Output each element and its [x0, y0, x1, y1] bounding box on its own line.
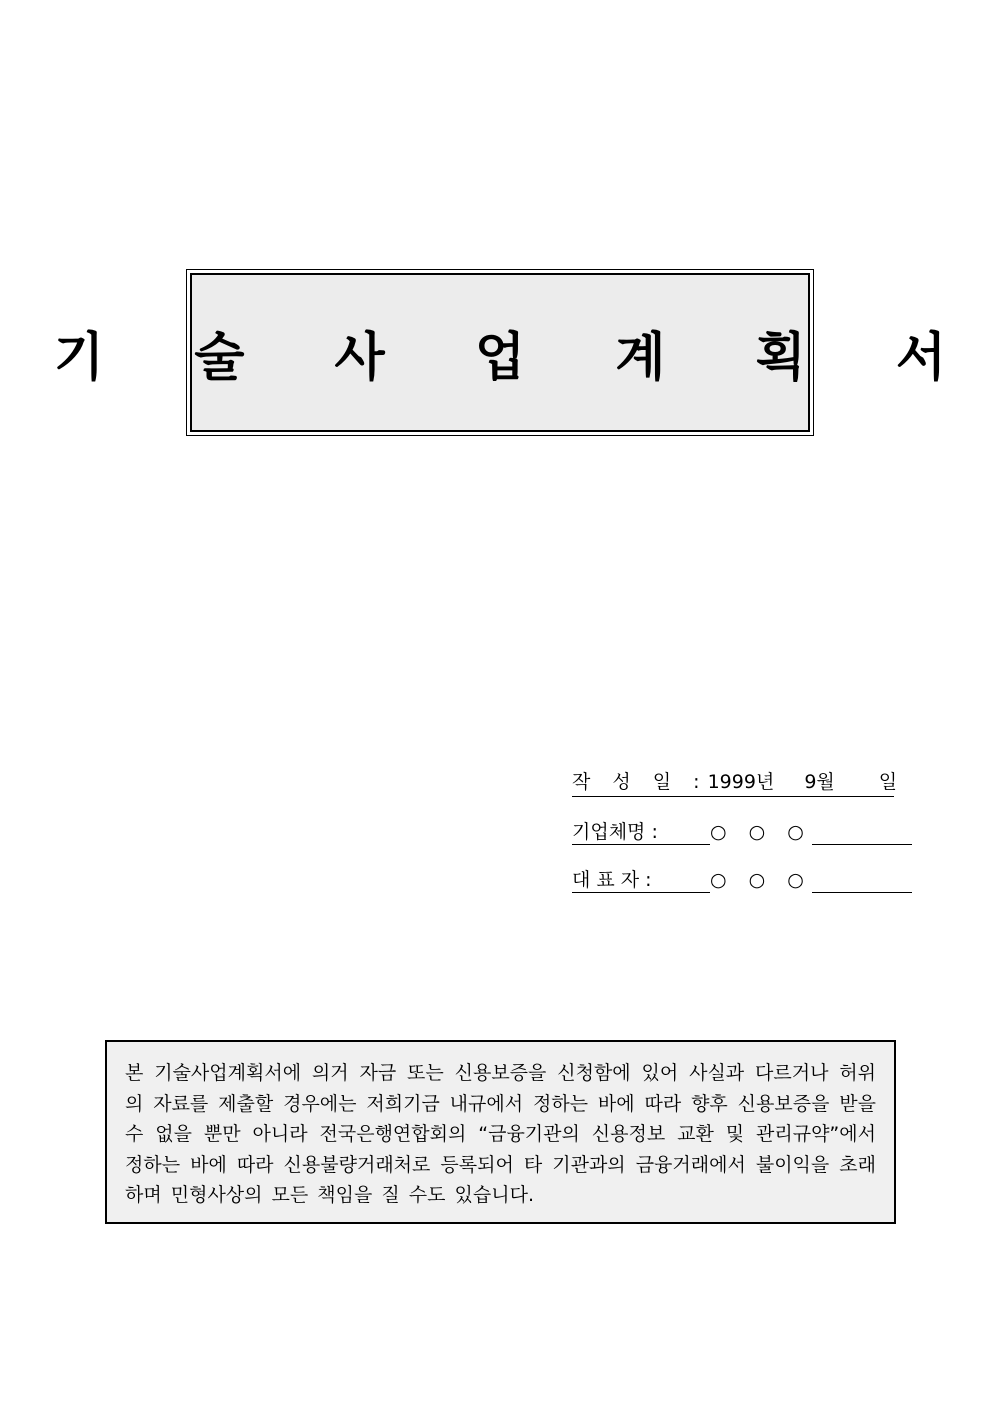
representative-label: 대 표 자 :	[572, 868, 710, 893]
representative-row	[572, 868, 912, 894]
date-label: 작 성 일 :	[572, 771, 708, 793]
notice-box	[105, 1040, 896, 1224]
representative-underline	[812, 868, 912, 893]
title-box	[53, 269, 983, 436]
company-value: ○ ○ ○	[710, 821, 812, 843]
company-row	[572, 820, 912, 846]
document-title: 기 술 사 업 계 획 서	[53, 328, 983, 388]
date-month: 9월	[804, 771, 835, 793]
notice-text: 본 기술사업계획서에 의거 자금 또는 신용보증을 신청함에 있어 사실과 다르거나 허위의 자료를 제출할 경우에는 저희기금 내규에서 정하는 바에 따라 향후 신용보증을 받을 수 없을 뿐만 아니라 전국은행연합회의 “금융기관의 신용정보 교환 및 관리규약”에서 정하는 바에 따라 신용불량거래처로 등록되어 타 기관과의 금융거래에서 불이익을 초래하며 민형사상의 모든 책임을 질 수도 있습니다.	[125, 1062, 876, 1206]
date-day: 일	[878, 771, 898, 793]
company-underline	[812, 820, 912, 845]
date-row	[572, 770, 898, 797]
title-box-inner	[53, 273, 983, 432]
company-label: 기업체명 :	[572, 820, 710, 845]
date-year: 1999년	[707, 771, 775, 793]
representative-value: ○ ○ ○	[710, 869, 812, 891]
